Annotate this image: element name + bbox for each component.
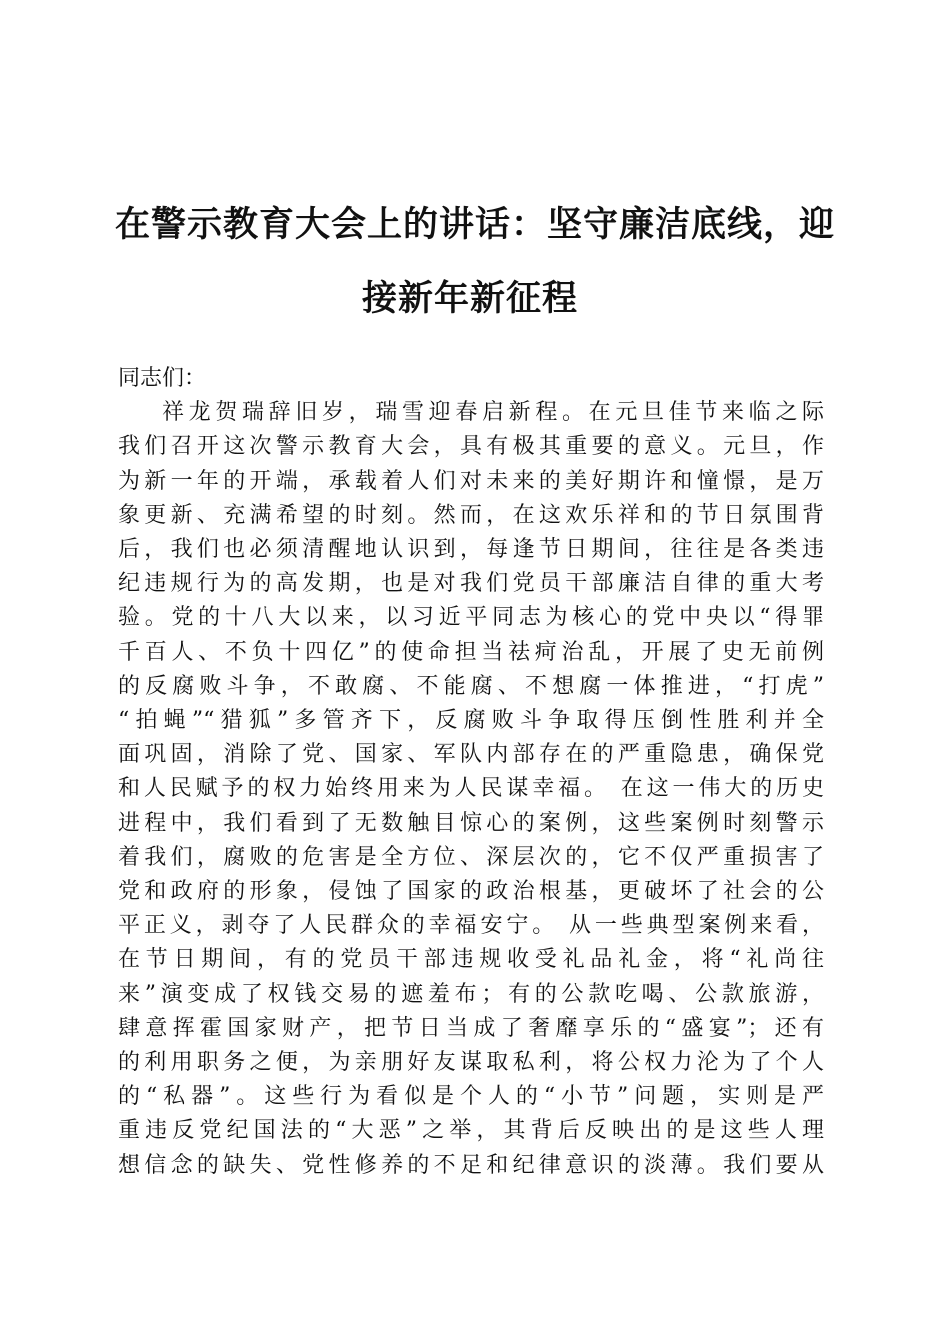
paragraph-line: 在节日期间，有的党员干部违规收受礼品礼金，将“礼尚往 (118, 947, 824, 973)
document-body (118, 362, 824, 1183)
paragraph-line: 来”演变成了权钱交易的遮羞布；有的公款吃喝、公款旅游， (118, 981, 824, 1007)
paragraph-line: 象更新、充满希望的时刻。然而，在这欢乐祥和的节日氛围背 (118, 502, 824, 528)
paragraph-line: 着我们，腐败的危害是全方位、深层次的，它不仅严重损害了 (118, 844, 824, 870)
paragraph-line: “拍蝇”“猎狐”多管齐下，反腐败斗争取得压倒性胜利并全 (118, 708, 824, 734)
document-title (115, 188, 836, 336)
paragraph-line: 验。党的十八大以来，以习近平同志为核心的党中央以“得罪 (118, 605, 824, 631)
title-line-2: 接新年新征程 (361, 278, 578, 319)
paragraph-line: 的“私器”。这些行为看似是个人的“小节”问题，实则是严 (118, 1084, 824, 1110)
paragraph-line: 的反腐败斗争，不敢腐、不能腐、不想腐一体推进，“打虎” (118, 673, 824, 699)
speech-paragraph (118, 396, 824, 1183)
paragraph-line: 祥龙贺瑞辞旧岁，瑞雪迎春启新程。在元旦佳节来临之际 (162, 400, 824, 426)
paragraph-line: 面巩固，消除了党、国家、军队内部存在的严重隐患，确保党 (118, 742, 824, 768)
paragraph-line: 千百人、不负十四亿”的使命担当祛疴治乱，开展了史无前例 (118, 639, 824, 665)
paragraph-line: 想信念的缺失、党性修养的不足和纪律意识的淡薄。我们要从 (118, 1152, 824, 1178)
paragraph-line: 为新一年的开端，承载着人们对未来的美好期许和憧憬，是万 (118, 468, 824, 494)
paragraph-line: 纪违规行为的高发期，也是对我们党员干部廉洁自律的重大考 (118, 571, 824, 597)
paragraph-line: 平正义，剥夺了人民群众的幸福安宁。 从一些典型案例来看， (118, 913, 824, 939)
title-line-1: 在警示教育大会上的讲话：坚守廉洁底线，迎 (115, 204, 836, 245)
paragraph-line: 和人民赋予的权力始终用来为人民谋幸福。 在这一伟大的历史 (118, 776, 824, 802)
paragraph-line: 重违反党纪国法的“大恶”之举，其背后反映出的是这些人理 (118, 1118, 824, 1144)
paragraph-line: 我们召开这次警示教育大会，具有极其重要的意义。元旦，作 (118, 434, 824, 460)
paragraph-line: 肆意挥霍国家财产，把节日当成了奢靡享乐的“盛宴”；还有 (118, 1015, 824, 1041)
salutation: 同志们： (118, 366, 207, 391)
paragraph-line: 党和政府的形象，侵蚀了国家的政治根基，更破坏了社会的公 (118, 879, 824, 905)
paragraph-line: 的利用职务之便，为亲朋好友谋取私利，将公权力沦为了个人 (118, 1050, 824, 1076)
paragraph-line: 后，我们也必须清醒地认识到，每逢节日期间，往往是各类违 (118, 537, 824, 563)
paragraph-line: 进程中，我们看到了无数触目惊心的案例，这些案例时刻警示 (118, 810, 824, 836)
